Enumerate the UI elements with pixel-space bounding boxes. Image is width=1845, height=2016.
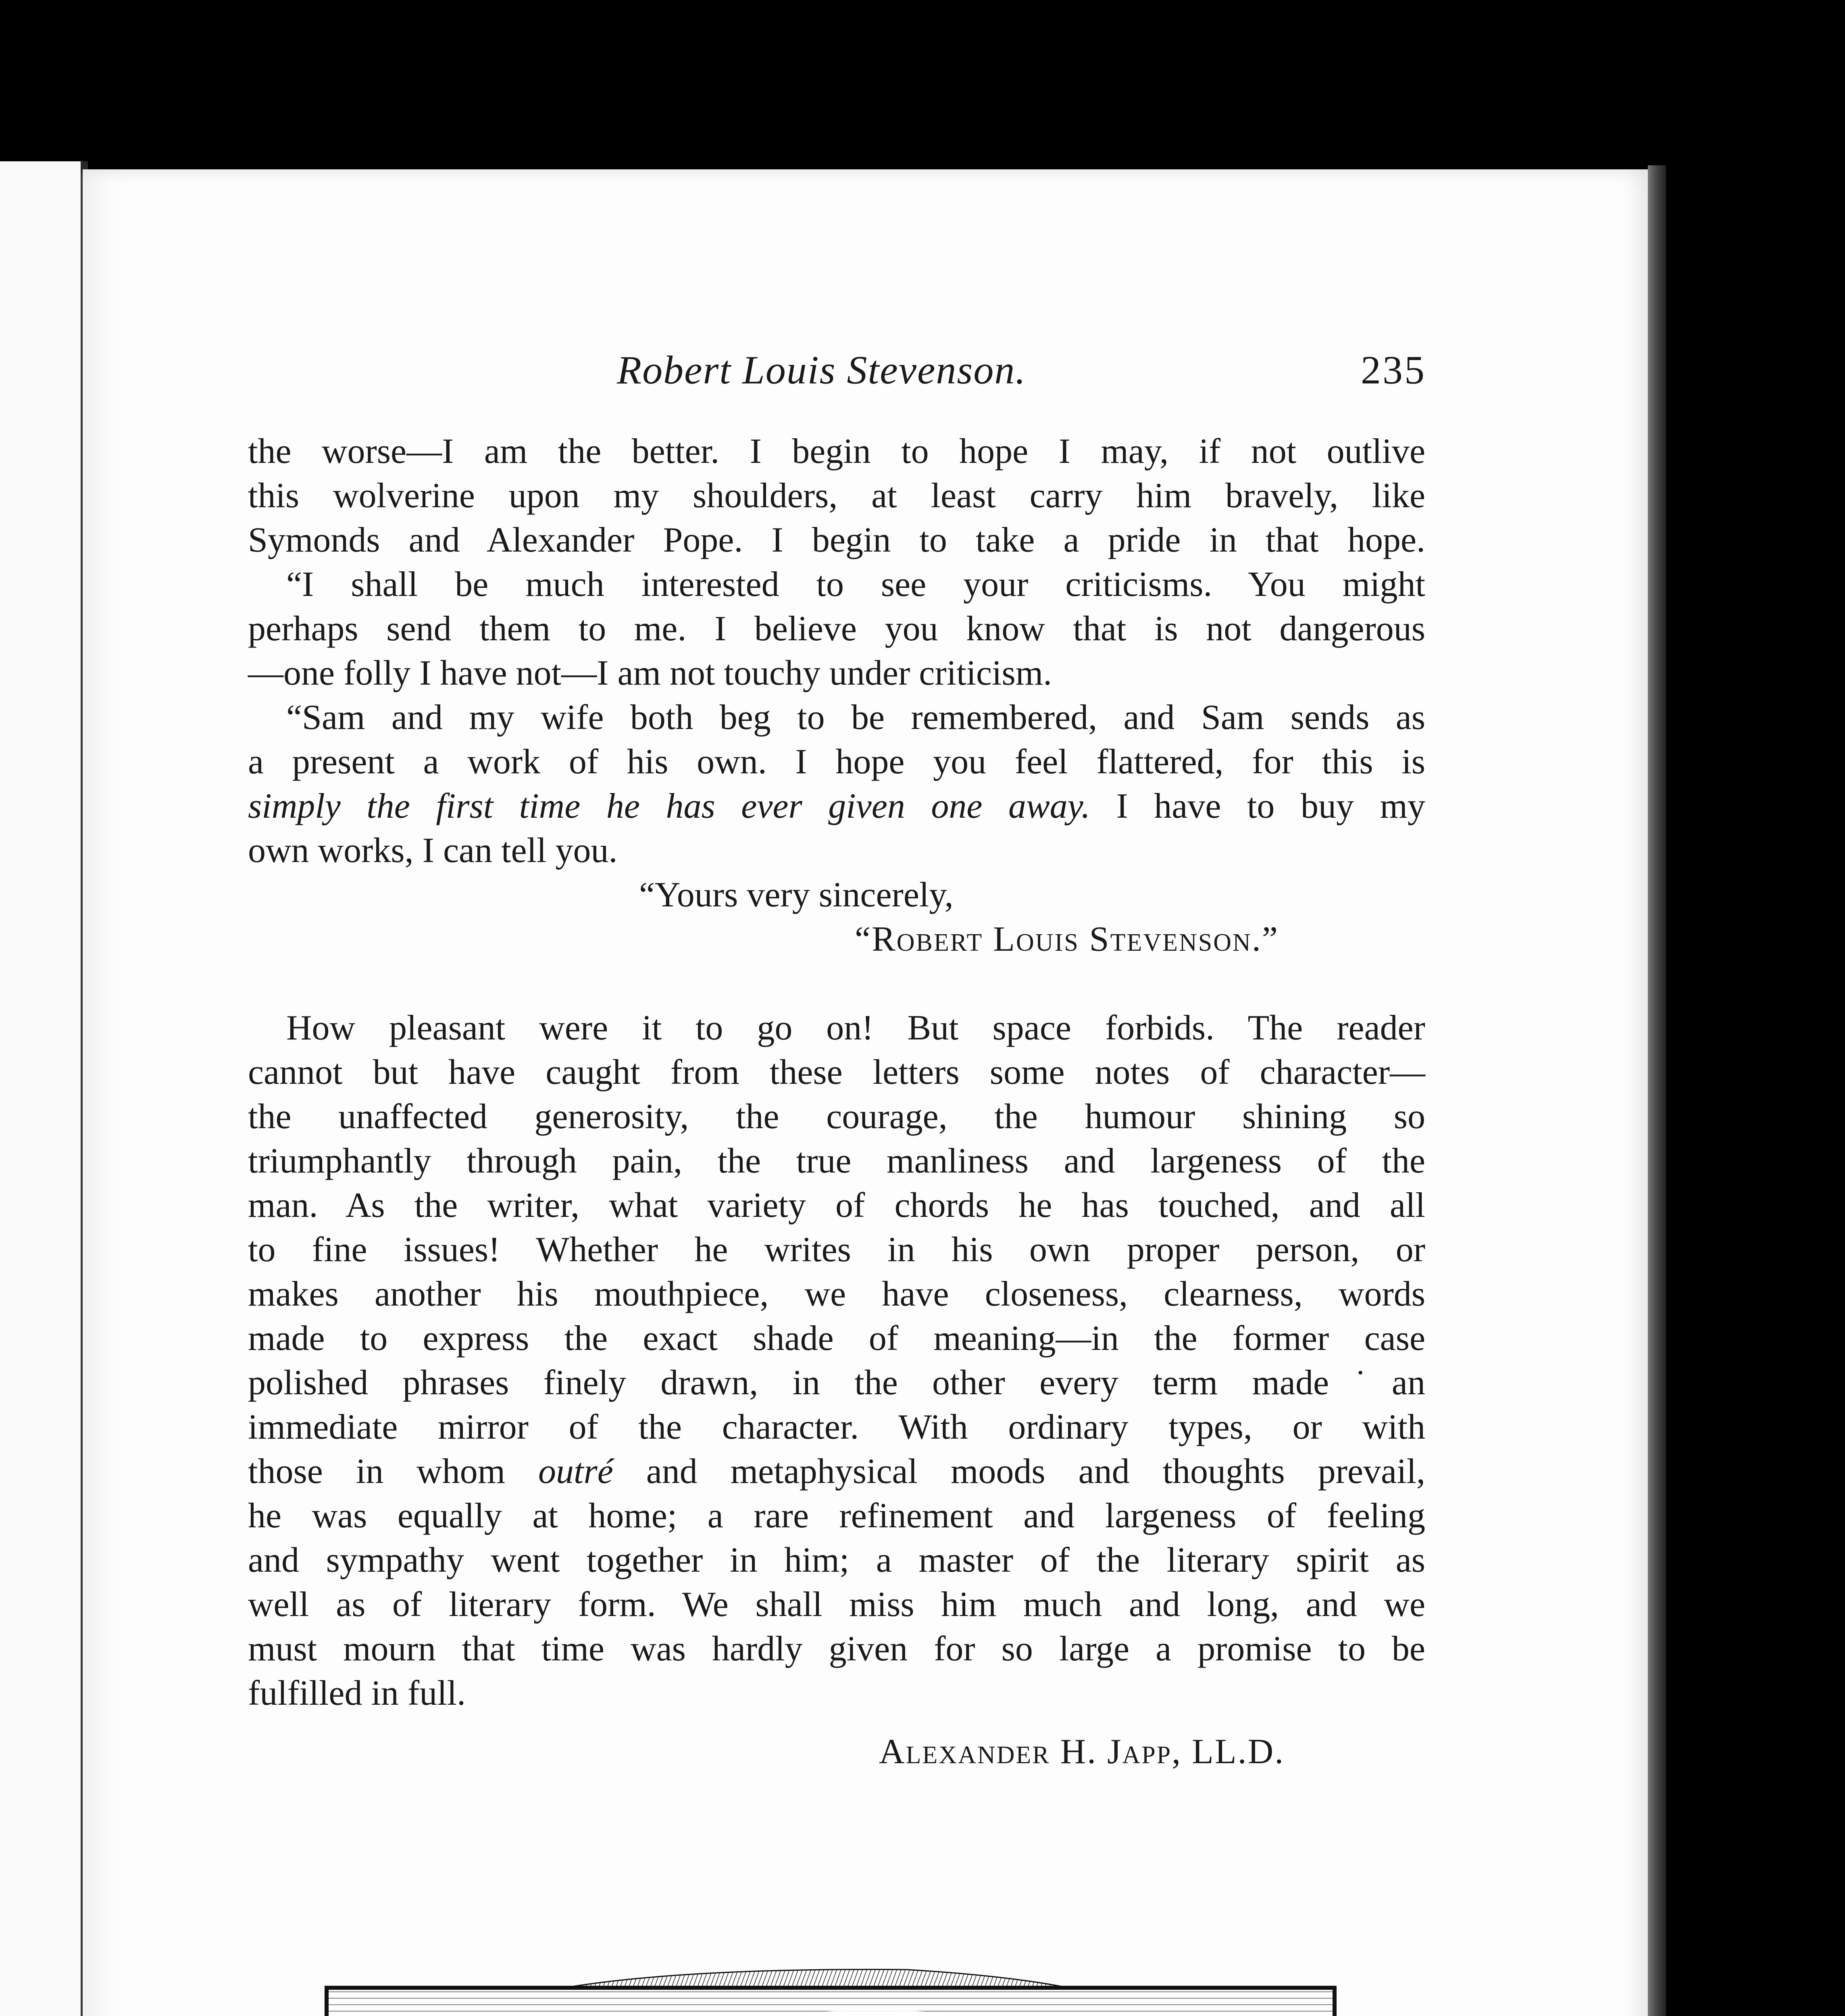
text-line: this wolverine upon my shoulders, at least carry him bravely, like bbox=[248, 476, 1425, 515]
text-line: must mourn that time was hardly given for so large a promise to be bbox=[248, 1629, 1425, 1668]
text-line bbox=[248, 1450, 1425, 1494]
text-line: perhaps send them to me. I believe you know that is not dangerous bbox=[248, 609, 1425, 648]
italic-word: outré bbox=[538, 1452, 613, 1491]
text-line: “Sam and my wife both beg to be remembered, and Sam sends as bbox=[286, 698, 1425, 737]
text-line: man. As the writer, what variety of chords he has touched, and all bbox=[248, 1186, 1425, 1225]
text-fragment: and metaphysical moods and thoughts prevail, bbox=[613, 1452, 1425, 1491]
text-line: made to express the exact shade of meaning—in the former case bbox=[248, 1319, 1425, 1358]
text-line: triumphantly through pain, the true manliness and largeness of the bbox=[248, 1141, 1425, 1181]
text-line: “I shall be much interested to see your criticisms. You might bbox=[286, 565, 1425, 604]
text-fragment: I have to buy my bbox=[1090, 787, 1426, 826]
letter-signature: “Robert Louis Stevenson.” bbox=[855, 920, 1279, 959]
text-line: fulfilled in full. bbox=[248, 1674, 466, 1713]
author-signature: Alexander H. Japp, LL.D. bbox=[879, 1732, 1285, 1771]
text-line: Symonds and Alexander Pope. I begin to take a pride in that hope. bbox=[248, 521, 1425, 560]
letter-closing: “Yours very sincerely, bbox=[639, 875, 954, 914]
landscape-engraving bbox=[323, 1943, 1339, 2016]
text-line: and sympathy went together in him; a master of the literary spirit as bbox=[248, 1541, 1425, 1580]
text-line: How pleasant were it to go on! But space forbids. The reader bbox=[286, 1008, 1425, 1048]
text-line: —one folly I have not—I am not touchy under criticism. bbox=[248, 654, 1052, 693]
text-line: the unaffected generosity, the courage, the humour shining so bbox=[248, 1097, 1425, 1136]
text-line bbox=[248, 784, 1425, 829]
text-line: own works, I can tell you. bbox=[248, 831, 618, 870]
page-stack-edge bbox=[1648, 165, 1666, 2016]
text-line: immediate mirror of the character. With ordinary types, or with bbox=[248, 1408, 1425, 1447]
italic-phrase: simply the first time he has ever given one away. bbox=[248, 787, 1090, 826]
running-head: Robert Louis Stevenson. bbox=[617, 348, 1027, 392]
text-fragment: those in whom bbox=[248, 1452, 539, 1491]
main-text bbox=[248, 429, 1425, 1774]
text-line: well as of literary form. We shall miss him much and long, and we bbox=[248, 1585, 1425, 1624]
text-line: cannot but have caught from these letters some notes of character— bbox=[248, 1053, 1425, 1092]
paragraph-gap bbox=[248, 962, 1425, 1006]
text-line: a present a work of his own. I hope you feel flattered, for this is bbox=[248, 742, 1425, 781]
facing-page-edge bbox=[0, 161, 88, 2016]
text-line: the worse—I am the better. I begin to hope I may, if not outlive bbox=[248, 432, 1425, 471]
text-line: makes another his mouthpiece, we have closeness, clearness, words bbox=[248, 1275, 1425, 1314]
page-number: 235 bbox=[1361, 348, 1426, 392]
text-line: to fine issues! Whether he writes in his own proper person, or bbox=[248, 1230, 1425, 1269]
text-line: he was equally at home; a rare refinement and largeness of feeling bbox=[248, 1496, 1425, 1535]
text-line: polished phrases finely drawn, in the other every term made˙an bbox=[248, 1363, 1425, 1402]
